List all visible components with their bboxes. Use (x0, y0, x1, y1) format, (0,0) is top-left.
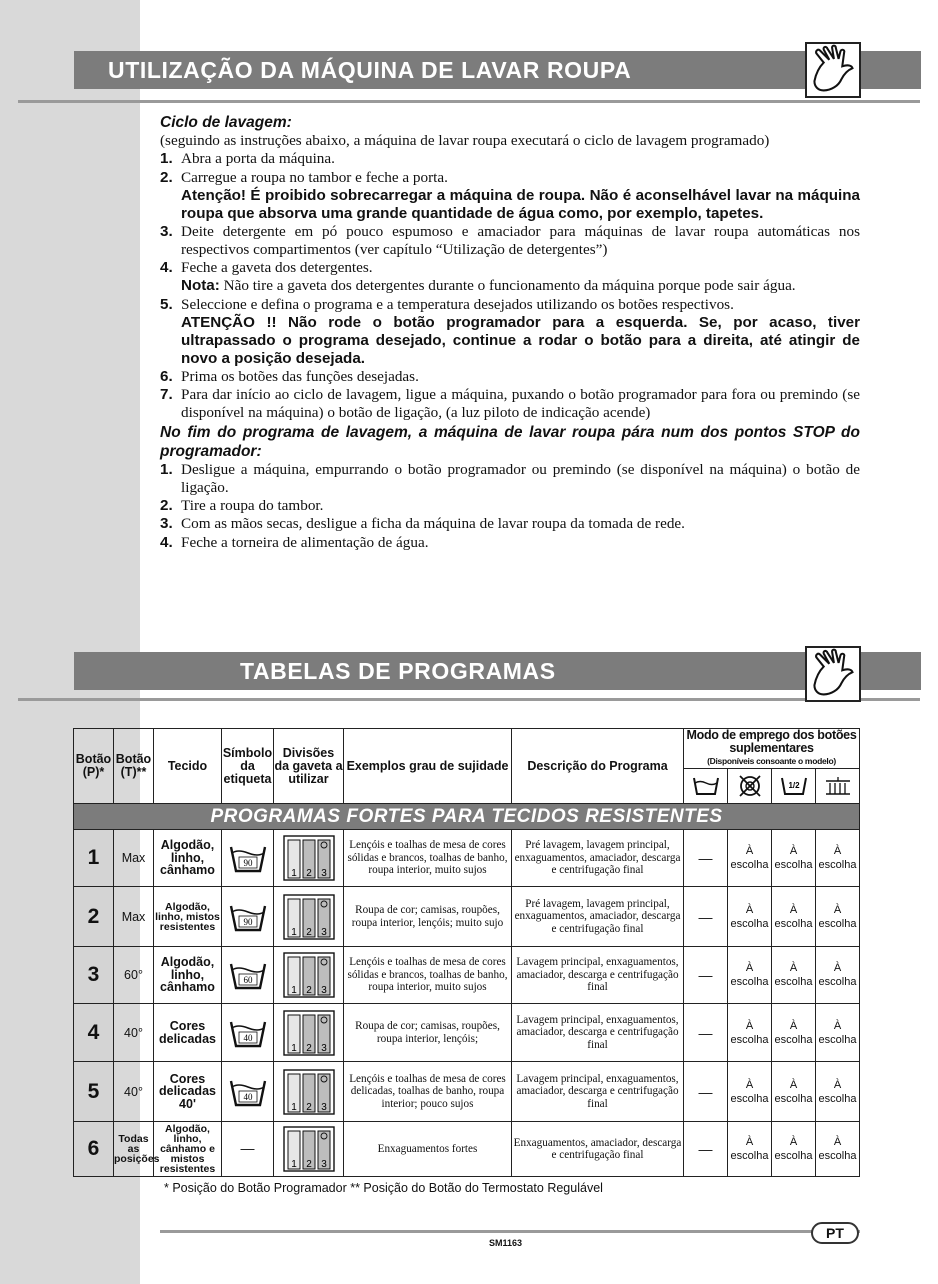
program-number: 1 (74, 830, 114, 887)
option-no-spin: À escolha (728, 887, 772, 947)
wash-tub-icon (222, 947, 274, 1004)
svg-text:1: 1 (290, 926, 297, 938)
end-heading: No fim do programa de lavagem, a máquina de lavar roupa pára num dos pontos STOP do programador: (160, 424, 860, 460)
page-title: UTILIZAÇÃO DA MÁQUINA DE LAVAR ROUPA (108, 57, 632, 83)
option-no-spin: À escolha (728, 1062, 772, 1122)
step-text: Com as mãos secas, desligue a ficha da máquina de lavar roupa da tomada de rede. (181, 515, 685, 533)
program-description: Lavagem principal, enxaguamentos, amaciador, descarga e centrifugação final (512, 1062, 684, 1122)
step-text: Seleccione e defina o programa e a temperatura desejados utilizando os botões respectivos. (181, 295, 734, 313)
step-number: 7. (160, 386, 173, 404)
header-p-button: Botão (P)* (74, 729, 114, 804)
step-text: Desligue a máquina, empurrando o botão programador ou premindo (se disponível na máquina) o botão de ligação. (181, 460, 860, 497)
header-examples: Exemplos grau de sujidade (344, 729, 512, 804)
wash-tub-icon (222, 1004, 274, 1062)
language-badge: PT (811, 1222, 859, 1244)
step-number: 2. (160, 497, 173, 515)
header-fabric: Tecido (154, 729, 222, 804)
svg-text:3: 3 (320, 1101, 327, 1113)
step-text: Carregue a roupa no tambor e feche a porta. (181, 168, 448, 186)
soil-examples: Roupa de cor; camisas, roupões, roupa interior, lençóis; muito sujo (344, 887, 512, 947)
option-prewash: — (684, 1062, 728, 1122)
step-number: 3. (160, 222, 173, 240)
temperature-setting: Max (114, 887, 154, 947)
half-load-icon (772, 769, 816, 804)
detergent-drawer-icon (274, 887, 344, 947)
wash-temperature: 90 (243, 858, 252, 868)
svg-text:1: 1 (290, 1159, 297, 1170)
table-row (74, 1062, 860, 1122)
fabric-type: Algodão, linho, cânhamo (154, 830, 222, 887)
list-item (160, 534, 860, 552)
svg-text:3: 3 (320, 926, 327, 938)
svg-text:3: 3 (320, 1042, 327, 1054)
header-rule (18, 698, 920, 701)
svg-text:2: 2 (305, 868, 312, 879)
table-row (74, 1004, 860, 1062)
fabric-type: Algodão, linho, mistos resistentes (154, 887, 222, 947)
header-bar (74, 652, 921, 690)
temperature-setting: 40° (114, 1004, 154, 1062)
svg-text:1: 1 (290, 868, 297, 879)
fabric-type: Algodão, linho, cânhamo (154, 947, 222, 1004)
svg-text:2: 2 (305, 985, 312, 996)
document-code: SM1163 (489, 1238, 523, 1248)
option-extra-rinse: À escolha (816, 947, 860, 1004)
header-rule (18, 100, 920, 103)
svg-text:1: 1 (290, 1042, 297, 1054)
wash-tub-icon (222, 830, 274, 887)
note-text: Não tire a gaveta dos detergentes durante o funcionamento da máquina porque pode sair água. (223, 277, 796, 295)
no-spin-icon (728, 769, 772, 804)
program-number: 5 (74, 1062, 114, 1122)
step-number: 3. (160, 515, 173, 533)
step-number: 4. (160, 533, 173, 551)
step-number: 5. (160, 295, 173, 313)
header-mode (684, 729, 860, 769)
svg-text:1: 1 (290, 985, 297, 996)
list-item (160, 497, 860, 515)
step-text: Abra a porta da máquina. (181, 150, 335, 168)
list-item (160, 461, 860, 497)
detergent-drawer-icon (274, 1062, 344, 1122)
list-item (160, 223, 860, 259)
option-half-load: À escolha (772, 947, 816, 1004)
section-title: TABELAS DE PROGRAMAS (240, 658, 556, 684)
step-text: Tire a roupa do tambor. (181, 497, 324, 515)
svg-text:3: 3 (320, 868, 327, 879)
wash-tub-icon (222, 1062, 274, 1122)
wash-instructions (160, 114, 860, 552)
wash-temperature: 60 (243, 975, 252, 985)
svg-text:3: 3 (320, 985, 327, 996)
program-description: Pré lavagem, lavagem principal, enxaguamentos, amaciador, descarga e centrifugação final (512, 887, 684, 947)
option-extra-rinse: À escolha (816, 830, 860, 887)
wash-temperature: 40 (243, 1091, 252, 1102)
step-number: 2. (160, 168, 173, 186)
svg-text:2: 2 (305, 1042, 312, 1054)
step-number: 6. (160, 367, 173, 385)
option-prewash: — (684, 1122, 728, 1177)
soil-examples: Enxaguamentos fortes (344, 1122, 512, 1177)
detergent-drawer-icon (274, 830, 344, 887)
step-number: 4. (160, 259, 173, 277)
footer-rule (160, 1230, 860, 1233)
table-row (74, 830, 860, 887)
option-half-load: À escolha (772, 830, 816, 887)
table-row (74, 947, 860, 1004)
option-prewash: — (684, 947, 728, 1004)
option-prewash: — (684, 1004, 728, 1062)
step-text: Feche a torneira de alimentação de água. (181, 533, 429, 551)
footnote: * Posição do Botão Programador ** Posição do Botão do Termostato Regulável (164, 1181, 603, 1195)
fabric-type: Algodão, linho, cânhamo e mistos resistentes (154, 1122, 222, 1177)
fabric-type: Cores delicadas (154, 1004, 222, 1062)
header-t-button: Botão (T)** (114, 729, 154, 804)
header-description: Descrição do Programa (512, 729, 684, 804)
hand-icon (805, 646, 861, 702)
soil-examples: Lençóis e toalhas de mesa de cores delicadas, toalhas de banho, roupa interior; pouco sujos (344, 1062, 512, 1122)
list-item (160, 150, 860, 168)
list-item (160, 259, 860, 277)
detergent-drawer-icon (274, 1122, 344, 1177)
program-description: Lavagem principal, enxaguamentos, amaciador, descarga e centrifugação final (512, 947, 684, 1004)
step-number: 1. (160, 460, 173, 478)
list-item (160, 368, 860, 386)
option-no-spin: À escolha (728, 947, 772, 1004)
svg-text:3: 3 (320, 1159, 327, 1170)
header-mode-title: Modo de emprego dos botões suplementares (686, 728, 857, 755)
option-half-load: À escolha (772, 1122, 816, 1177)
svg-text:2: 2 (305, 1101, 312, 1113)
hand-icon (805, 42, 861, 98)
program-number: 2 (74, 887, 114, 947)
step-text: Para dar início ao ciclo de lavagem, ligue a máquina, puxando o botão programador para fora ou premindo (se disponível na máquina) o botão de ligação, (a luz piloto de indicação acende) (181, 386, 860, 422)
table-row (74, 887, 860, 947)
table-row (74, 1122, 860, 1177)
soil-examples: Roupa de cor; camisas, roupões, roupa interior, lençóis; (344, 1004, 512, 1062)
temperature-setting: Todas as posições (114, 1122, 154, 1177)
option-no-spin: À escolha (728, 1122, 772, 1177)
step-number: 1. (160, 150, 173, 168)
section-label: PROGRAMAS FORTES PARA TECIDOS RESISTENTES (74, 804, 860, 830)
svg-text:2: 2 (305, 1159, 312, 1170)
temperature-setting: 40° (114, 1062, 154, 1122)
header-mode-sub: (Disponíveis consoante o modelo) (707, 756, 836, 766)
step-text: Deite detergente em pó pouco espumoso e amaciador para máquinas de lavar roupa automáticas nos respectivos compartimentos (ver capítulo “Utilização de detergentes”) (181, 222, 860, 259)
option-extra-rinse: À escolha (816, 1004, 860, 1062)
wash-temperature: — (240, 1140, 255, 1156)
wash-heading: Ciclo de lavagem: (160, 114, 292, 131)
wash-temperature: 40 (243, 1032, 252, 1043)
step-text: Feche a gaveta dos detergentes. (181, 259, 373, 277)
note (160, 277, 860, 295)
program-number: 4 (74, 1004, 114, 1062)
list-item (160, 169, 860, 187)
svg-text:1/2: 1/2 (787, 781, 800, 790)
option-no-spin: À escolha (728, 830, 772, 887)
soil-examples: Lençóis e toalhas de mesa de cores sólidas e brancos, toalhas de banho, roupa interior, muito sujos (344, 830, 512, 887)
detergent-drawer-icon (274, 947, 344, 1004)
program-table (73, 728, 860, 1177)
option-half-load: À escolha (772, 1062, 816, 1122)
program-description: Enxaguamentos, amaciador, descarga e centrifugação final (512, 1122, 684, 1177)
header-drawer: Divisões da gaveta a utilizar (274, 729, 344, 804)
list-item (160, 386, 860, 422)
wash-intro: (seguindo as instruções abaixo, a máquina de lavar roupa executará o ciclo de lavagem programado) (160, 132, 770, 150)
programmer-warning: ATENÇÃO !! Não rode o botão programador para a esquerda. Se, por acaso, tiver ultrapassado o programa desejado, continue a rodar o botão para a direita, até atingir de novo a posição desejada. (181, 313, 860, 367)
option-prewash: — (684, 887, 728, 947)
fabric-type: Cores delicadas 40' (154, 1062, 222, 1122)
list-item (160, 296, 860, 314)
option-prewash: — (684, 830, 728, 887)
temperature-setting: Max (114, 830, 154, 887)
temperature-setting: 60° (114, 947, 154, 1004)
program-description: Lavagem principal, enxaguamentos, amaciador, descarga e centrifugação final (512, 1004, 684, 1062)
program-number: 3 (74, 947, 114, 1004)
option-extra-rinse: À escolha (816, 1122, 860, 1177)
header-bar (74, 51, 921, 89)
program-description: Pré lavagem, lavagem principal, enxaguamentos, amaciador, descarga e centrifugação final (512, 830, 684, 887)
wash-temperature: 90 (243, 916, 252, 927)
detergent-drawer-icon (274, 1004, 344, 1062)
note-label: Nota: (181, 277, 220, 295)
list-item (160, 515, 860, 533)
option-half-load: À escolha (772, 887, 816, 947)
program-number: 6 (74, 1122, 114, 1177)
soil-examples: Lençóis e toalhas de mesa de cores sólidas e brancos, toalhas de banho, roupa interior, muito sujos (344, 947, 512, 1004)
step-text: Prima os botões das funções desejadas. (181, 367, 419, 385)
wash-tub-icon (222, 887, 274, 947)
svg-text:2: 2 (305, 926, 312, 938)
svg-text:1: 1 (290, 1101, 297, 1113)
header-symbol: Símbolo da etiqueta (222, 729, 274, 804)
option-extra-rinse: À escolha (816, 1062, 860, 1122)
prewash-icon (684, 769, 728, 804)
overload-warning: Atenção! É proibido sobrecarregar a máquina de roupa. Não é aconselhável lavar na máquina roupa que absorva uma grande quantidade de água como, por exemplo, tapetes. (181, 186, 860, 222)
wash-tub-icon (222, 1122, 274, 1177)
option-extra-rinse: À escolha (816, 887, 860, 947)
option-half-load: À escolha (772, 1004, 816, 1062)
option-no-spin: À escolha (728, 1004, 772, 1062)
extra-rinse-icon (816, 769, 860, 804)
